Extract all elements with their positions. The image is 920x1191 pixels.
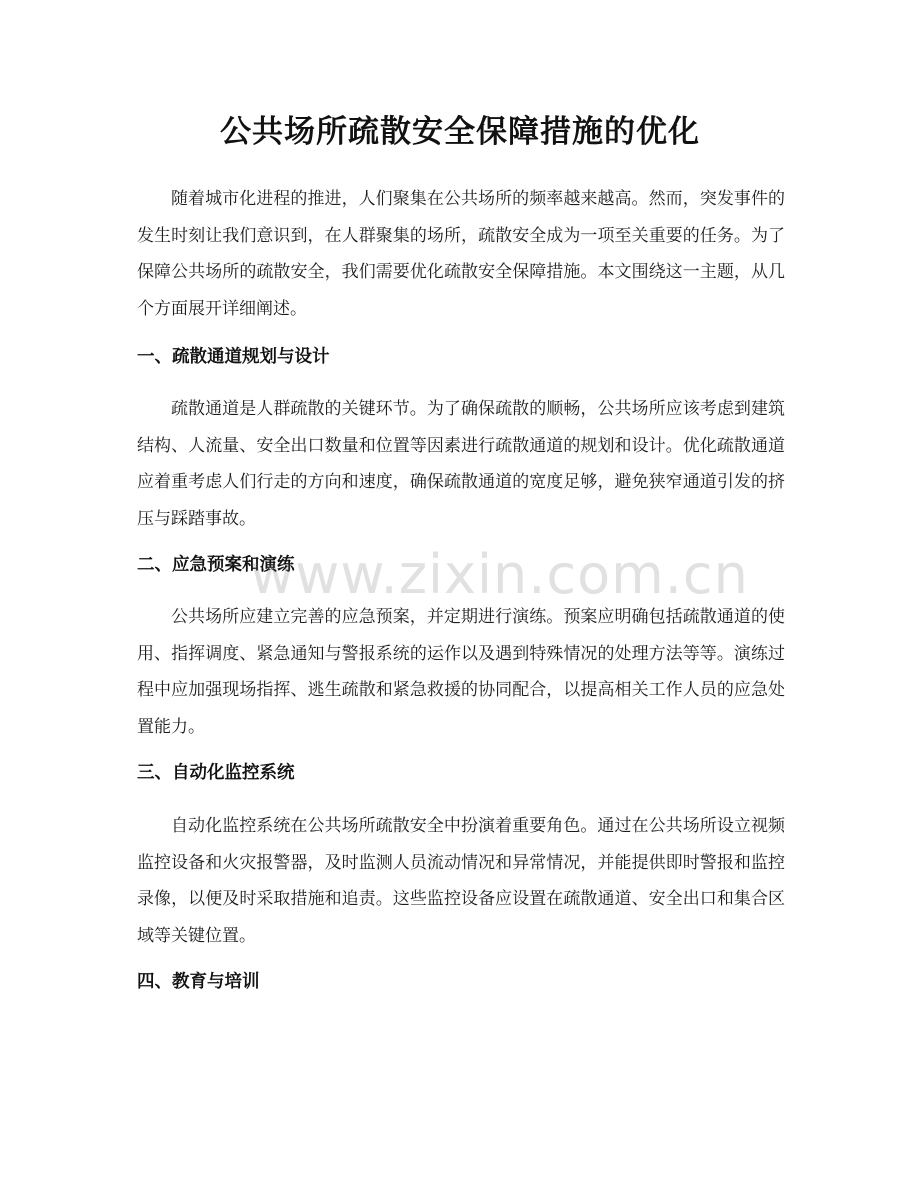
section-3-paragraph: 自动化监控系统在公共场所疏散安全中扮演着重要角色。通过在公共场所设立视频监控设备和火灾报警器，及时监测人员流动情况和异常情况，并能提供即时警报和监控录像，以便及时采取措施和追责。这些监控设备应设置在疏散通道、安全出口和集合区域等关键位置。	[137, 816, 785, 946]
section-3-heading: 三、自动化监控系统	[137, 763, 295, 783]
document-title: 公共场所疏散安全保障措施的优化	[220, 114, 700, 150]
section-2-paragraph: 公共场所应建立完善的应急预案，并定期进行演练。预案应明确包括疏散通道的使用、指挥调度、紧急通知与警报系统的运作以及遇到特殊情况的处理方法等等。演练过程中应加强现场指挥、逃生疏散和紧急救援的协同配合，以提高相关工作人员的应急处置能力。	[137, 607, 785, 737]
intro-paragraph: 随着城市化进程的推进，人们聚集在公共场所的频率越来越高。然而，突发事件的发生时刻让我们意识到，在人群聚集的场所，疏散安全成为一项至关重要的任务。为了保障公共场所的疏散安全，我们需要优化疏散安全保障措施。本文围绕这一主题，从几个方面展开详细阐述。	[137, 189, 785, 319]
section-1-heading: 一、疏散通道规划与设计	[137, 347, 330, 367]
section-1-paragraph: 疏散通道是人群疏散的关键环节。为了确保疏散的顺畅，公共场所应该考虑到建筑结构、人流量、安全出口数量和位置等因素进行疏散通道的规划和设计。优化疏散通道应着重考虑人们行走的方向和速度，确保疏散通道的宽度足够，避免狭窄通道引发的挤压与踩踏事故。	[137, 399, 785, 529]
section-4-heading: 四、教育与培训	[137, 972, 260, 992]
section-2-heading: 二、应急预案和演练	[137, 555, 295, 575]
watermark: www.zixin.com.cn	[250, 543, 749, 606]
